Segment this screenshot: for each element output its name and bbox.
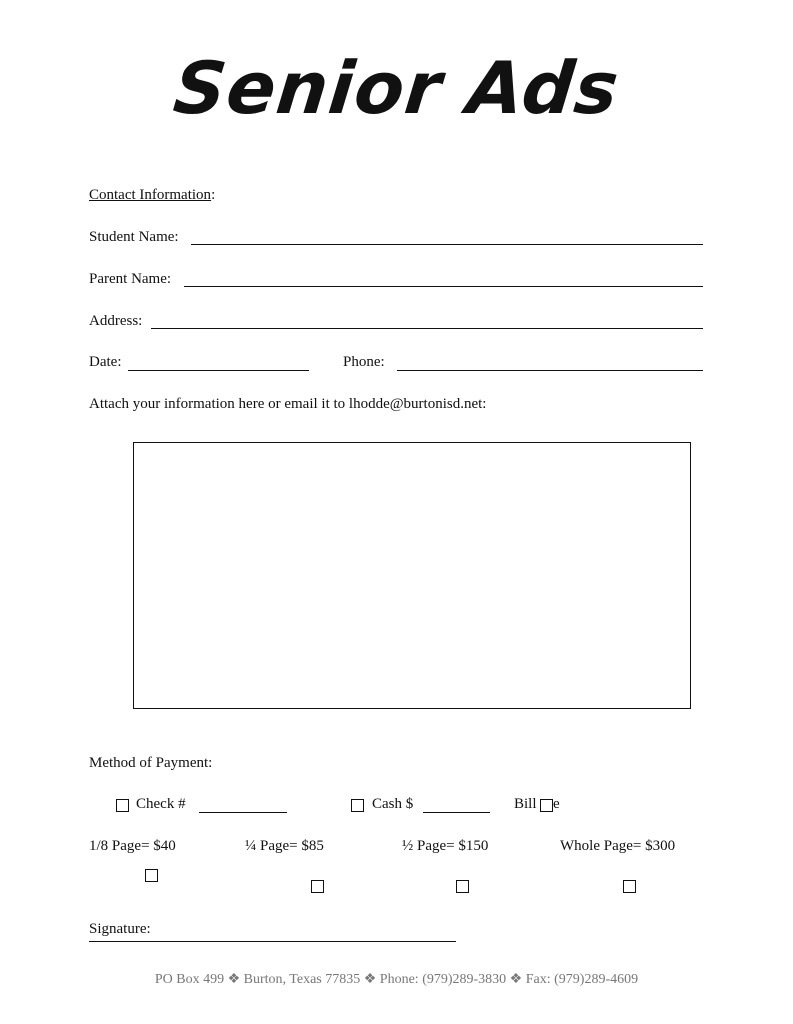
footer-contact: PO Box 499 ❖ Burton, Texas 77835 ❖ Phone: (979)289-3830 ❖ Fax: (979)289-4609 (154, 972, 639, 987)
contact-heading (89, 187, 215, 204)
date-label: Date: (89, 354, 122, 370)
contact-heading-colon: : (211, 187, 216, 203)
cash-amount-field[interactable] (423, 812, 490, 813)
attach-instructions: Attach your information here or email it to lhodde@burtonisd.net: (89, 396, 487, 412)
bill-checkbox[interactable] (540, 799, 553, 812)
size-half-label: ½ Page= $150 (402, 838, 489, 854)
parent-name-field[interactable] (184, 286, 703, 287)
phone-field[interactable] (397, 370, 703, 371)
check-number-field[interactable] (199, 812, 287, 813)
student-name-label: Student Name: (89, 229, 179, 245)
parent-name-label: Parent Name: (89, 271, 172, 287)
address-field[interactable] (151, 328, 703, 329)
cash-label: Cash $ (372, 796, 414, 812)
size-quarter-checkbox[interactable] (311, 880, 324, 893)
phone-label: Phone: (343, 354, 385, 370)
signature-field[interactable] (89, 941, 456, 942)
payment-heading: Method of Payment: (89, 755, 213, 771)
size-whole-label: Whole Page= $300 (560, 838, 676, 854)
bill-label: Bill (514, 796, 537, 812)
page-title: Senior Ads (169, 46, 624, 130)
address-label: Address: (89, 313, 143, 329)
check-label: Check # (136, 796, 186, 812)
signature-label: Signature: (89, 921, 151, 937)
size-quarter-label: ¼ Page= $85 (245, 838, 324, 854)
size-eighth-checkbox[interactable] (145, 869, 158, 882)
size-whole-checkbox[interactable] (623, 880, 636, 893)
check-checkbox[interactable] (116, 799, 129, 812)
attachment-box[interactable] (133, 442, 691, 709)
size-eighth-label: 1/8 Page= $40 (89, 838, 176, 854)
date-field[interactable] (128, 370, 309, 371)
size-half-checkbox[interactable] (456, 880, 469, 893)
bill-label-tail: e (553, 796, 560, 812)
cash-checkbox[interactable] (351, 799, 364, 812)
contact-heading-text: Contact Information (89, 187, 212, 203)
student-name-field[interactable] (191, 244, 703, 245)
